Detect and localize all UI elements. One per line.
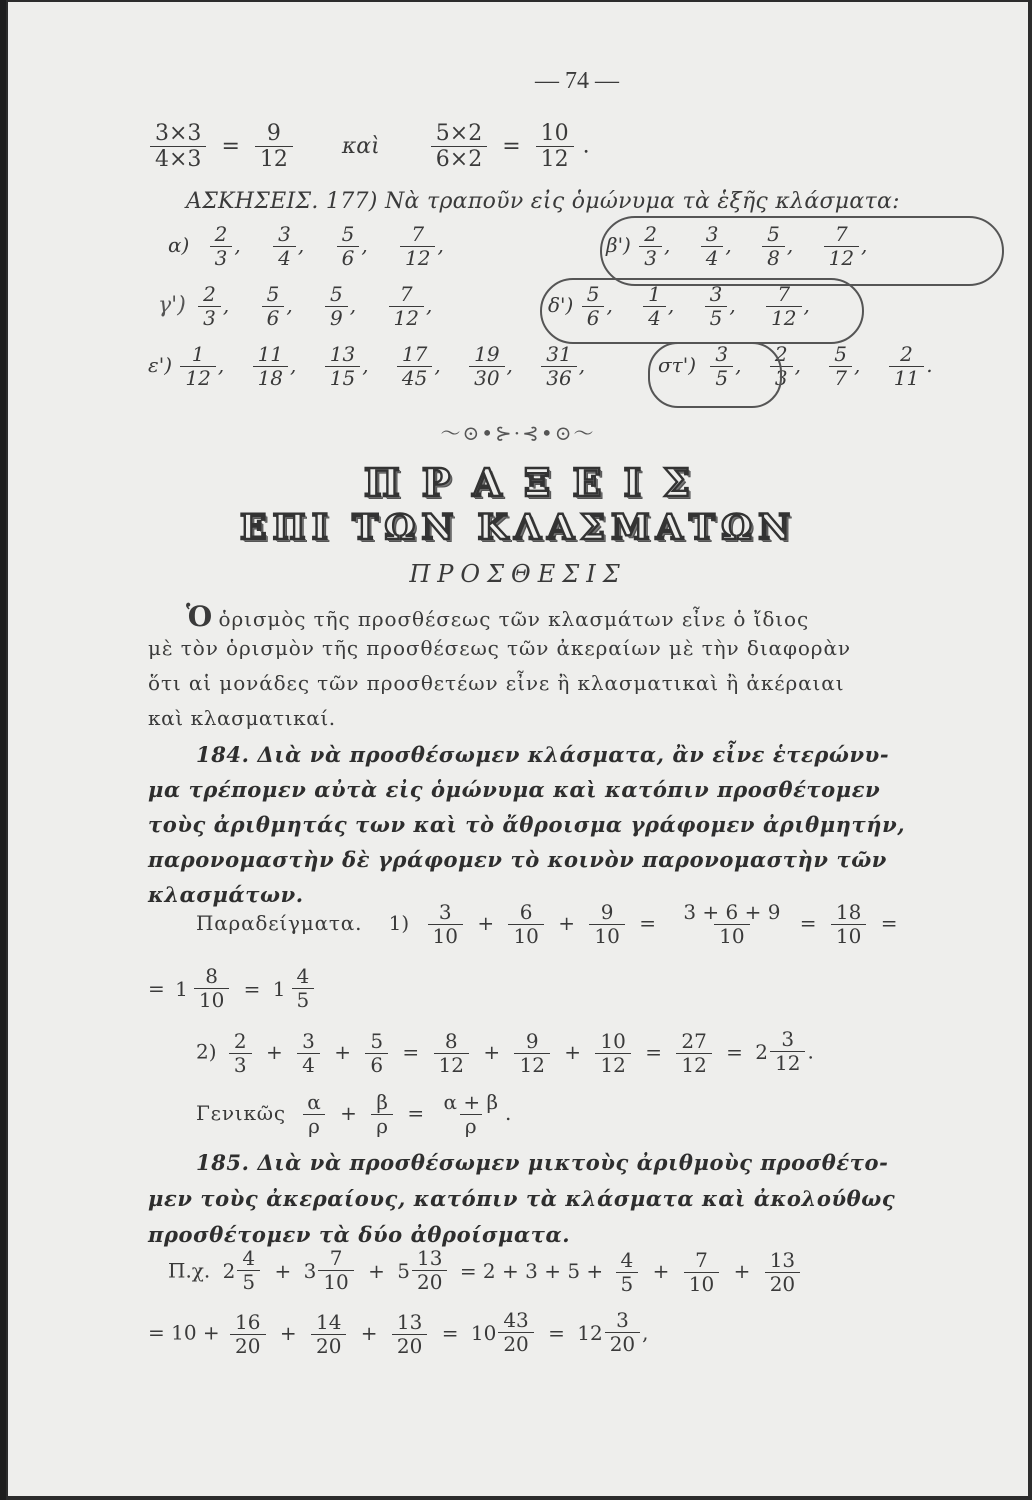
rule-184-line-3: τοὺς ἀριθμητάς των καὶ τὸ ἄθροισμα γράφομεν ἀριθμητήν,: [148, 812, 906, 837]
page-number: — 74 —: [535, 68, 619, 94]
exercise-c: γ') $\frac{2}{3}$ , $\frac{5}{6}$ , $\frac{5}{9}$ , $\frac{7}{12}$ ,: [158, 282, 433, 330]
exercise-f: στ') $\frac{3}{5}$ , $\frac{2}{3}$ , $\frac{5}{7}$ , $\frac{2}{11}$ .: [658, 342, 933, 390]
book-page: [8, 2, 1028, 1496]
rule-185-line-3: προσθέτομεν τὰ δύο ἀθροίσματα.: [148, 1222, 571, 1247]
example-185-row-2: = 10 + $\frac{16}{20}$ + $\frac{14}{20}$ + $\frac{13}{20}$ = 10 $\frac{43}{20}$ = 12 $\frac{3}{20}$ ,: [148, 1308, 649, 1358]
rule-185-line-1: 185. Διὰ νὰ προσθέσωμεν μικτοὺς ἀριθμοὺς προσθέτο-: [196, 1150, 889, 1175]
drop-initial: Ὁ: [186, 600, 213, 633]
equation-line-1: $\frac{3\times 3}{4\times 3}$ = $\frac{9}{12}$ καὶ $\frac{5\times 2}{6\times 2}$ = $\frac{10}{12}$ .: [148, 122, 590, 171]
rule-184-line-4: παρονομαστὴν δὲ γράφομεν τὸ κοινὸν παρονομαστὴν τῶν: [148, 847, 887, 872]
exercise-b: β') $\frac{2}{3}$ , $\frac{3}{4}$ , $\frac{5}{8}$ , $\frac{7}{12}$ ,: [606, 222, 868, 270]
pencil-circle-b: [600, 216, 1004, 286]
page-shadow-edge: [0, 0, 6, 1500]
section-subtitle: ΠΡΟΣΘΕΣΙΣ: [409, 560, 627, 588]
pencil-circle-d: [540, 278, 864, 344]
example-185-row-1: Π.χ. 2 $\frac{4}{5}$ + 3 $\frac{7}{10}$ + 5 $\frac{13}{20}$ = 2 + 3 + 5 + $\frac{4}{5}$ + $\frac{7}{10}$ + $\frac{13}{20}$: [168, 1248, 802, 1295]
ornament-divider: 〜⊙•⊱·⊰•⊙〜: [440, 421, 596, 445]
intro-line-3: ὅτι αἱ μονάδες τῶν προσθετέων εἶνε ἢ κλασματικαὶ ἢ ἀκέραιαι: [148, 671, 845, 695]
chapter-title-line-1: ΠΡΑΞΕΙΣ: [363, 460, 713, 505]
exercise-d: δ') $\frac{5}{6}$ , $\frac{1}{4}$ , $\frac{3}{5}$ , $\frac{7}{12}$ ,: [548, 282, 810, 330]
rule-184-line-2: μα τρέπομεν αὐτὰ εἰς ὁμώνυμα καὶ κατόπιν προσθέτομεν: [148, 777, 881, 802]
exercise-e: ε') $\frac{1}{12}$ , $\frac{11}{18}$ , $\frac{13}{15}$ , $\frac{17}{45}$ , $\frac{19}{30}$ , $\frac{31}{36}$ ,: [148, 342, 586, 390]
rule-184-line-1: 184. Διὰ νὰ προσθέσωμεν κλάσματα, ἂν εἶνε ἑτερώνυ-: [196, 742, 890, 767]
example-1: Παραδείγματα. 1) $\frac{3}{10}$ + $\frac{6}{10}$ + $\frac{9}{10}$ = $\frac{3 + 6 + 9}{10}$ = $\frac{18}{10}$ =: [196, 900, 898, 948]
rule-185-line-2: μεν τοὺς ἀκεραίους, κατόπιν τὰ κλάσματα καὶ ἀκολούθως: [148, 1186, 896, 1211]
chapter-title-line-2: ΕΠΙ ΤΩΝ ΚΛΑΣΜΑΤΩΝ: [239, 507, 797, 548]
example-2: 2) $\frac{2}{3}$ + $\frac{3}{4}$ + $\frac{5}{6}$ = $\frac{8}{12}$ + $\frac{9}{12}$ + $\frac{10}{12}$ = $\frac{27}{12}$ = 2 $\frac{3}{12}$ .: [196, 1027, 814, 1077]
general-formula: Γενικῶς $\frac{\alpha}{\rho}$ + $\frac{\beta}{\rho}$ = $\frac{\alpha + \beta}{\rho}$ .: [196, 1090, 512, 1138]
intro-line-4: καὶ κλασματικαί.: [148, 706, 336, 730]
exercise-a: α) $\frac{2}{3}$ , $\frac{3}{4}$ , $\frac{5}{6}$ , $\frac{7}{12}$ ,: [168, 222, 444, 270]
pencil-circle-f: [648, 342, 782, 408]
example-1-continued: = 1 $\frac{8}{10}$ = 1 $\frac{4}{5}$: [148, 966, 316, 1011]
exercises-heading: ΑΣΚΗΣΕΙΣ. 177) Νὰ τραποῦν εἰς ὁμώνυμα τὰ ἑξῆς κλάσματα:: [186, 189, 900, 214]
intro-line-2: μὲ τὸν ὁρισμὸν τῆς προσθέσεως τῶν ἀκεραίων μὲ τὴν διαφορὰν: [148, 636, 851, 660]
rule-184-line-5: κλασμάτων.: [148, 882, 304, 907]
intro-line-1: Ὁ ὁρισμὸς τῆς προσθέσεως τῶν κλασμάτων εἶνε ὁ ἴδιος: [186, 600, 810, 633]
